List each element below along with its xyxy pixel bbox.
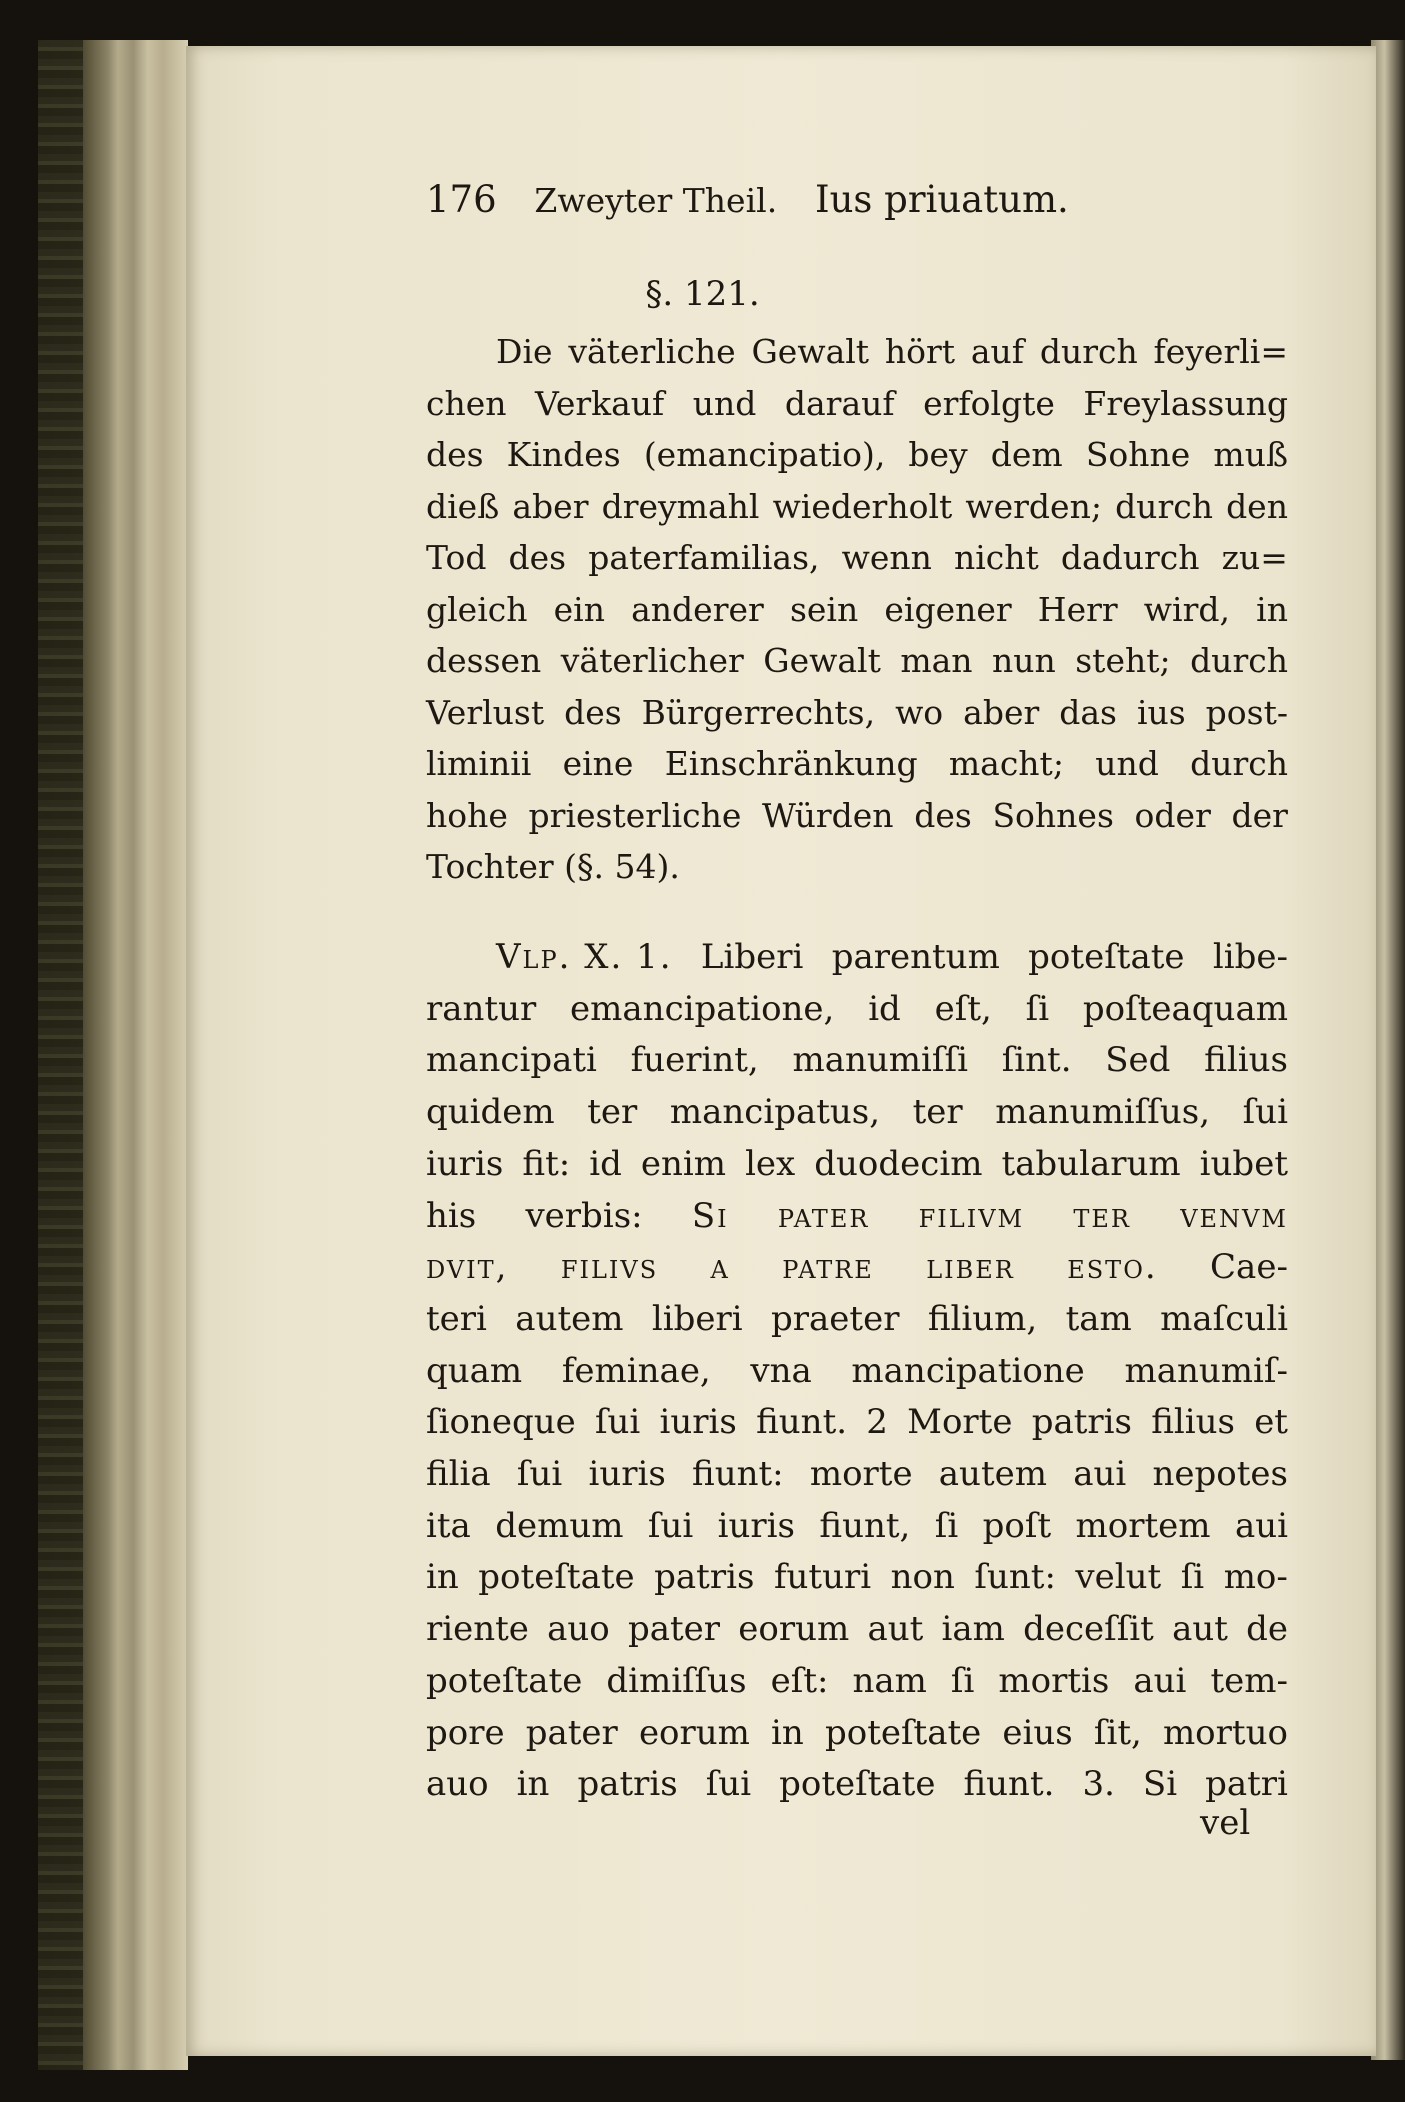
word: sein: [789, 589, 859, 629]
section-number: §. 121.: [645, 274, 760, 314]
word: feyerli=: [1153, 332, 1288, 371]
word: dvit,: [426, 1247, 509, 1288]
word: darauf: [784, 383, 895, 423]
word: ſui: [647, 1505, 694, 1546]
word: wo: [895, 692, 944, 732]
word: pater: [627, 1609, 721, 1650]
word: ſi: [950, 1660, 975, 1701]
word: libe-: [1212, 937, 1288, 977]
word: das: [1059, 692, 1117, 732]
word: muß: [1213, 435, 1288, 474]
word: fiunt,: [819, 1505, 911, 1546]
word: in: [771, 1712, 804, 1753]
word: ſint.: [1001, 1040, 1072, 1081]
book-binding: [38, 40, 188, 2070]
word: filius: [1204, 1040, 1288, 1081]
word: poteſtate: [779, 1764, 936, 1805]
word: auf: [970, 332, 1025, 371]
word: durch: [1190, 744, 1288, 783]
word: eorum: [638, 1712, 750, 1753]
running-head: [426, 178, 1186, 221]
word: fiunt:: [692, 1454, 784, 1494]
word: Freylassung: [1083, 383, 1288, 423]
word: manumiſ-: [1124, 1350, 1288, 1391]
word: aut: [867, 1609, 924, 1650]
word: zu=: [1221, 538, 1288, 577]
word: enim: [640, 1143, 727, 1184]
word: pater: [525, 1712, 618, 1753]
word: ter: [1073, 1195, 1131, 1236]
word: bey: [908, 435, 968, 474]
word: ſioneque: [426, 1402, 576, 1443]
word: patre: [782, 1247, 874, 1288]
facing-page-edge: [1371, 40, 1405, 2060]
word: eius: [1002, 1712, 1073, 1753]
word: feminae,: [561, 1350, 711, 1391]
latin-paragraph-line: [426, 987, 1288, 1031]
word: ter: [912, 1092, 963, 1133]
word: Verkauf: [535, 383, 665, 423]
word: Cae-: [1210, 1247, 1288, 1288]
word: mancipatione: [851, 1350, 1085, 1391]
word: filia: [426, 1454, 491, 1494]
word: gleich: [426, 589, 528, 629]
word: mortuo: [1162, 1712, 1288, 1753]
latin-paragraph-line: [426, 1452, 1288, 1496]
german-paragraph-line: [426, 639, 1288, 683]
word: liber: [926, 1247, 1015, 1288]
word: mortis: [998, 1660, 1110, 1701]
word: poteſtate: [1028, 937, 1185, 977]
word: aber: [512, 486, 589, 526]
word: ſui: [705, 1764, 752, 1805]
word: iuris: [426, 1143, 504, 1184]
word: patri: [1205, 1764, 1288, 1805]
word: ſi: [1180, 1557, 1205, 1598]
german-paragraph-line: [426, 691, 1288, 735]
word: anderer: [631, 589, 764, 629]
word: liberi: [651, 1298, 743, 1339]
word: dessen: [426, 641, 542, 680]
word: ter: [587, 1092, 638, 1133]
word: rantur: [426, 988, 537, 1029]
word: Morte: [907, 1402, 1013, 1443]
word: Gewalt: [751, 332, 870, 371]
word: aber: [963, 692, 1040, 732]
latin-paragraph-line: [426, 1349, 1288, 1393]
word: mortem: [1075, 1505, 1211, 1546]
word: in: [516, 1764, 550, 1805]
word: nam: [852, 1660, 927, 1701]
word: poteſtate: [426, 1660, 583, 1701]
word: quam: [426, 1350, 523, 1391]
word: mancipatus,: [669, 1092, 881, 1133]
topic-title: Ius priuatum.: [814, 178, 1069, 221]
word: den: [1226, 486, 1288, 526]
word: werden;: [965, 486, 1102, 526]
word: mancipati: [426, 1040, 597, 1081]
word: Bürgerrechts,: [641, 692, 876, 732]
word: durch: [1115, 486, 1213, 526]
german-paragraph-line: [426, 845, 1288, 889]
word: ſunt:: [974, 1557, 1056, 1598]
word: fiunt.: [756, 1402, 848, 1443]
word: aui: [1133, 1660, 1187, 1701]
word: iam: [941, 1609, 1005, 1650]
word: deceſſit: [1023, 1609, 1154, 1650]
word: ius: [1136, 692, 1186, 732]
word: wenn: [841, 538, 932, 577]
german-paragraph-line: [426, 742, 1288, 786]
word: iuris: [659, 1402, 737, 1443]
word: aui: [1234, 1505, 1288, 1546]
word: non: [890, 1557, 955, 1598]
word: eſt,: [934, 988, 992, 1029]
german-paragraph-line: [426, 382, 1288, 426]
word: priesterliche: [528, 795, 742, 835]
word: nepotes: [1152, 1454, 1288, 1494]
word: ſi: [934, 1505, 959, 1546]
catchword: vel: [1200, 1803, 1251, 1843]
word: praeter: [771, 1298, 900, 1339]
latin-paragraph-line: [426, 1245, 1288, 1289]
word: filium,: [927, 1298, 1038, 1339]
word: fuerint,: [630, 1040, 759, 1081]
word: quidem: [426, 1092, 555, 1133]
word: manumiſſi: [792, 1040, 968, 1081]
word: poteſtate: [478, 1557, 635, 1598]
word: dreymahl: [601, 486, 760, 526]
word: mo-: [1223, 1557, 1288, 1598]
word: patris: [577, 1764, 678, 1805]
word: des: [914, 795, 972, 835]
word: Liberi: [700, 937, 804, 977]
word: Gewalt: [763, 641, 881, 680]
german-paragraph-line: [426, 433, 1288, 477]
word: Sohne: [1085, 435, 1191, 474]
german-paragraph-line: [426, 536, 1288, 580]
word: Kindes: [506, 435, 621, 474]
word: väterlicher: [560, 641, 744, 680]
word: Tod: [426, 538, 487, 577]
word: hört: [884, 332, 956, 371]
word: tam: [1065, 1298, 1132, 1339]
word: ſui: [1242, 1092, 1288, 1133]
word: und: [1095, 744, 1159, 783]
word: a: [710, 1247, 730, 1288]
latin-paragraph-line: [426, 1762, 1288, 1806]
word: (emancipatio),: [643, 435, 886, 474]
german-paragraph-line: [426, 794, 1288, 838]
latin-paragraph-line: [426, 1297, 1288, 1341]
word: durch: [1190, 641, 1288, 680]
word: in: [1256, 589, 1288, 629]
word: filius: [1151, 1402, 1235, 1443]
word: patris: [654, 1557, 755, 1598]
word: 2: [866, 1402, 888, 1443]
word: autem: [938, 1454, 1047, 1494]
german-paragraph-line: [426, 485, 1288, 529]
word: his: [426, 1195, 477, 1236]
word: Sohnes: [992, 795, 1114, 835]
word: velut: [1075, 1557, 1162, 1598]
latin-paragraph-line: [426, 1038, 1288, 1082]
word: eſt:: [770, 1660, 829, 1701]
word: des: [564, 692, 622, 732]
word: filivs: [560, 1247, 659, 1288]
word: emancipatione,: [570, 988, 835, 1029]
word: riente: [426, 1609, 529, 1650]
word: morte: [809, 1454, 913, 1494]
german-paragraph-line: [426, 330, 1288, 374]
word: dem: [990, 435, 1063, 474]
word: id: [868, 988, 901, 1029]
word: ein: [553, 589, 605, 629]
latin-paragraph-line: [426, 1555, 1288, 1599]
word: 3.: [1082, 1764, 1115, 1805]
word: Vlp. X. 1.: [496, 937, 673, 977]
word: man: [900, 641, 973, 680]
latin-paragraph-line: [426, 1142, 1288, 1186]
word: dieß: [426, 486, 500, 526]
word: wiederholt: [772, 486, 953, 526]
word: Herr: [1037, 589, 1118, 629]
latin-paragraph-line: [426, 1400, 1288, 1444]
word: poteſtate: [824, 1712, 982, 1753]
word: filivm: [918, 1195, 1025, 1236]
word: wird,: [1143, 589, 1230, 629]
word: duodecim: [814, 1143, 983, 1184]
latin-paragraph-line: [426, 1090, 1288, 1134]
word: poſteaquam: [1082, 988, 1288, 1029]
word: eine: [562, 744, 634, 783]
word: Tochter (§. 54).: [426, 847, 680, 886]
word: Würden: [762, 795, 894, 835]
latin-paragraph-line: [426, 935, 1288, 979]
word: tabularum: [1001, 1143, 1181, 1184]
german-paragraph-line: [426, 588, 1288, 632]
word: pore: [426, 1712, 505, 1753]
word: ſit,: [1093, 1712, 1142, 1753]
word: durch: [1039, 332, 1138, 371]
word: id: [589, 1143, 622, 1184]
word: esto.: [1067, 1247, 1158, 1288]
word: liminii: [426, 744, 532, 783]
word: auo: [426, 1764, 489, 1805]
word: steht;: [1075, 641, 1171, 680]
word: parentum: [831, 937, 1000, 977]
word: aui: [1073, 1454, 1127, 1494]
word: poſt: [982, 1505, 1052, 1546]
word: eorum: [738, 1609, 850, 1650]
word: iuris: [588, 1454, 666, 1494]
latin-paragraph-line: [426, 1659, 1288, 1703]
word: Sed: [1105, 1040, 1171, 1081]
word: et: [1254, 1402, 1288, 1443]
word: des: [508, 538, 567, 577]
word: vna: [750, 1350, 812, 1391]
word: futuri: [773, 1557, 872, 1598]
word: Verlust: [426, 692, 545, 732]
latin-paragraph-line: [426, 1607, 1288, 1651]
word: auo: [547, 1609, 610, 1650]
word: des: [426, 435, 484, 474]
word: väterliche: [568, 332, 736, 371]
word: fit:: [522, 1143, 571, 1184]
word: venvm: [1180, 1195, 1288, 1236]
word: dadurch: [1060, 538, 1200, 577]
word: ſi: [1025, 988, 1050, 1029]
word: macht;: [948, 744, 1064, 783]
word: lex: [745, 1143, 796, 1184]
page-number: 176: [426, 178, 497, 221]
word: iubet: [1199, 1143, 1288, 1184]
word: aut: [1172, 1609, 1228, 1650]
word: nicht: [953, 538, 1039, 577]
word: in: [426, 1557, 459, 1598]
latin-paragraph-line: [426, 1711, 1288, 1755]
word: erfolgte: [923, 383, 1055, 423]
word: manumiſſus,: [995, 1092, 1211, 1133]
latin-paragraph-line: [426, 1504, 1288, 1548]
word: autem: [515, 1298, 624, 1339]
word: eigener: [884, 589, 1012, 629]
word: Si: [1142, 1764, 1178, 1805]
word: dimiſſus: [606, 1660, 747, 1701]
part-title: Zweyter Theil.: [534, 181, 778, 220]
word: de: [1246, 1609, 1288, 1650]
word: hohe: [426, 795, 508, 835]
word: demum: [495, 1505, 624, 1546]
word: und: [692, 383, 757, 423]
word: pater: [777, 1195, 870, 1236]
word: ita: [426, 1505, 471, 1546]
word: teri: [426, 1298, 487, 1339]
word: fiunt.: [963, 1764, 1055, 1805]
word: ſui: [516, 1454, 563, 1494]
word: post-: [1205, 692, 1288, 732]
latin-paragraph-line: [426, 1194, 1288, 1238]
word: tem-: [1210, 1660, 1288, 1701]
word: chen: [426, 383, 507, 423]
word: ſui: [594, 1402, 641, 1443]
word: oder: [1134, 795, 1211, 835]
word: Einschränkung: [664, 744, 918, 783]
word: Si: [691, 1195, 729, 1236]
word: maſculi: [1160, 1298, 1288, 1339]
word: der: [1231, 795, 1288, 835]
word: patris: [1031, 1402, 1132, 1443]
word: verbis:: [525, 1195, 643, 1236]
word: Die: [496, 332, 553, 371]
word: nun: [992, 641, 1056, 680]
word: iuris: [717, 1505, 796, 1546]
word: paterfamilias,: [588, 538, 820, 577]
